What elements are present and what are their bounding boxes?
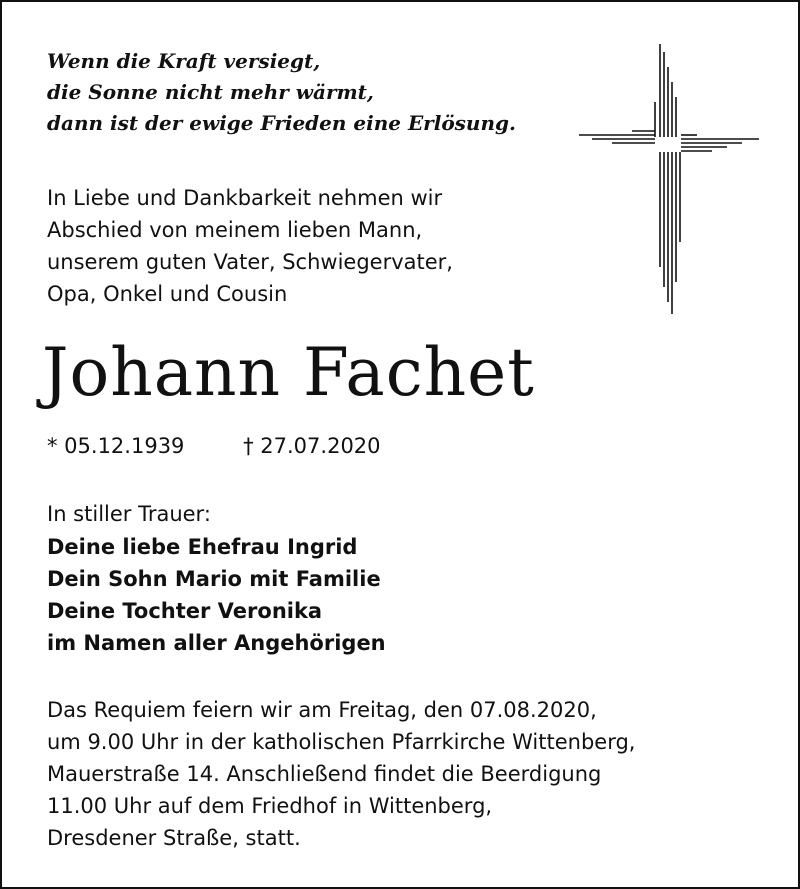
intro-line: Abschied von meinem lieben Mann, bbox=[47, 218, 423, 242]
intro-line: In Liebe und Dankbarkeit nehmen wir bbox=[47, 186, 443, 210]
motto-line: Wenn die Kraft versiegt, bbox=[47, 49, 321, 73]
life-dates bbox=[47, 430, 381, 462]
mourner-item: Deine liebe Ehefrau Ingrid bbox=[47, 535, 358, 559]
intro-line: unserem guten Vater, Schwiegervater, bbox=[47, 250, 453, 274]
cross-icon bbox=[577, 42, 762, 317]
mourners-list bbox=[47, 531, 386, 659]
mourning-label: In stiller Trauer: bbox=[47, 502, 211, 526]
death-date: † 27.07.2020 bbox=[243, 434, 381, 458]
mourner-item: Dein Sohn Mario mit Familie bbox=[47, 567, 381, 591]
service-line: 11.00 Uhr auf dem Friedhof in Wittenberg, bbox=[47, 794, 493, 818]
intro-text bbox=[47, 182, 453, 310]
birth-date: * 05.12.1939 bbox=[47, 434, 185, 458]
mourner-item: im Namen aller Angehörigen bbox=[47, 631, 386, 655]
service-line: Mauerstraße 14. Anschließend findet die Beerdigung bbox=[47, 762, 602, 786]
service-line: Das Requiem feiern wir am Freitag, den 07.08.2020, bbox=[47, 698, 597, 722]
deceased-name: Johann Fachet bbox=[42, 334, 535, 411]
intro-line: Opa, Onkel und Cousin bbox=[47, 282, 288, 306]
service-line: Dresdener Straße, statt. bbox=[47, 826, 301, 850]
motto-verse bbox=[47, 46, 516, 139]
mourner-item: Deine Tochter Veronika bbox=[47, 599, 323, 623]
motto-line: die Sonne nicht mehr wärmt, bbox=[47, 80, 374, 104]
service-details bbox=[47, 694, 635, 854]
service-line: um 9.00 Uhr in der katholischen Pfarrkirche Wittenberg, bbox=[47, 730, 636, 754]
motto-line: dann ist der ewige Frieden eine Erlösung. bbox=[47, 111, 516, 135]
